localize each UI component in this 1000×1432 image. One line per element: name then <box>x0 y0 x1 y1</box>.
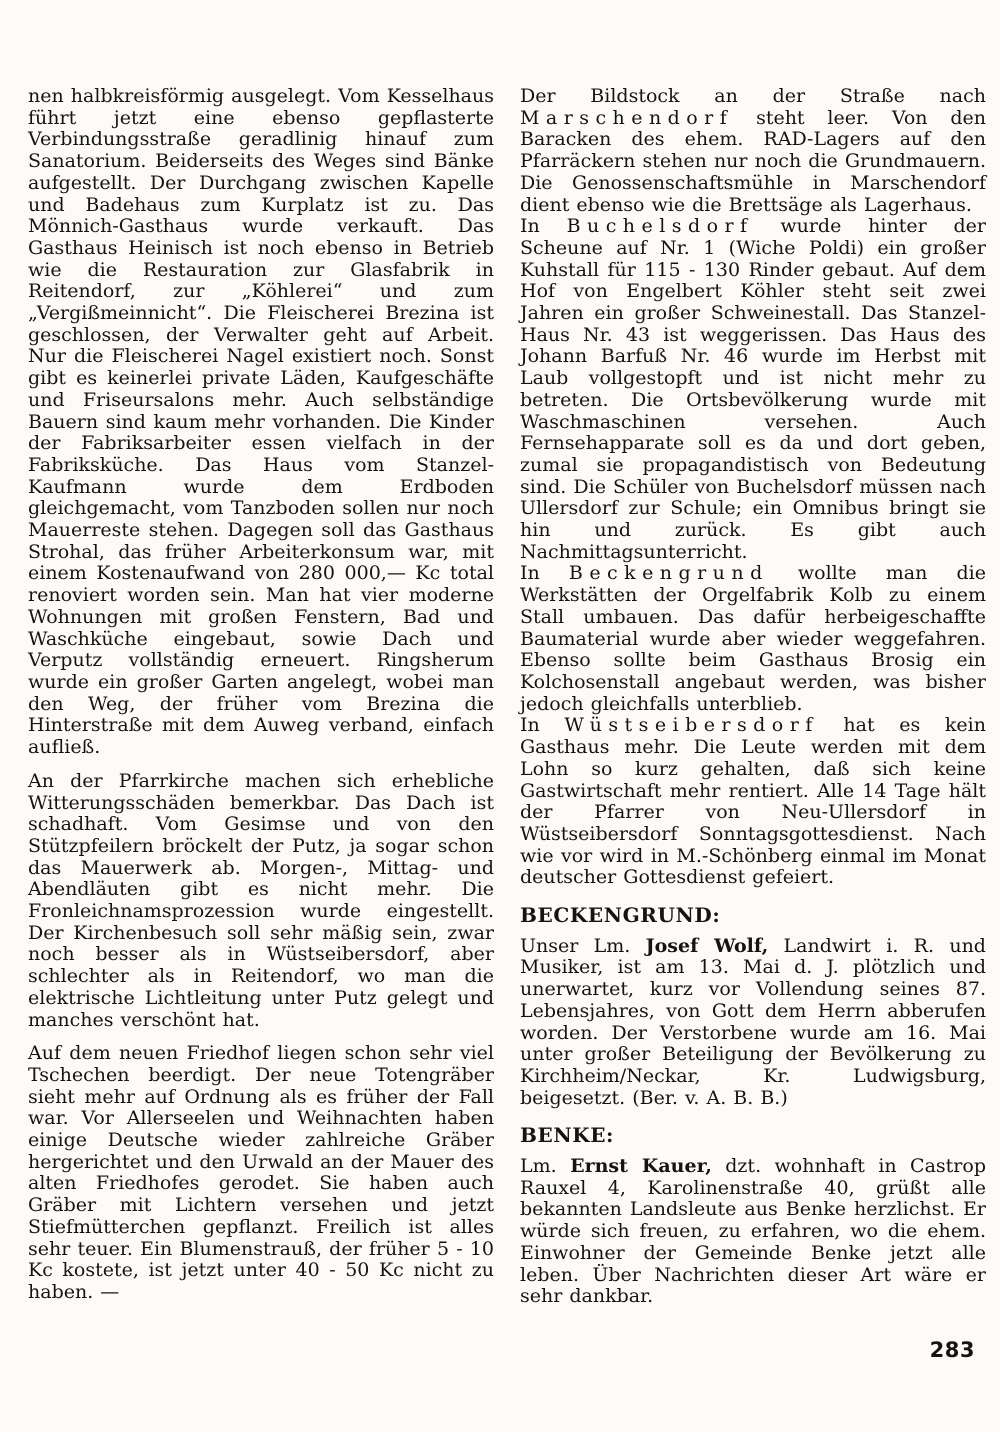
paragraph <box>28 1043 494 1303</box>
place-name-spaced: Buchelsdorf <box>566 215 754 238</box>
text-run: Auf dem neuen Friedhof liegen schon sehr viel Tschechen beerdigt. Der neue Totengräber sieht mehr auf Ordnung als es früher der Fall war. Vor Allerseelen und Weihnachten haben einige Deutsche wieder zahlreiche Gräber hergerichtet und den Urwald an der Mauer des alten Friedhofes gerodet. Sie haben auch Gräber mit Lichtern versehen und jetzt Stiefmütterchen gepflanzt. Freilich ist alles sehr teuer. Ein Blumenstrauß, der früher 5 - 10 Kc kostete, ist jetzt unter 40 - 50 Kc nicht zu haben. — <box>28 1042 494 1303</box>
text-run: dzt. wohnhaft in Castrop Rauxel 4, Karolinenstraße 40, grüßt alle bekannten Landsleute aus Benke herzlichst. Er würde sich freuen, zu erfahren, wo die ehem. Einwohner der Gemeinde Benke jetzt alle leben. Über Nachrichten dieser Art wäre er sehr dankbar. <box>520 1155 986 1308</box>
page-number: 283 <box>929 1338 975 1362</box>
text-run: An der Pfarrkirche machen sich erhebliche Witterungsschäden bemerkbar. Das Dach ist schadhaft. Vom Gesimse und von den Stützpfeilern bröckelt der Putz, ja sogar schon das Mauerwerk ab. Morgen-, Mittag- und Abendläuten gibt es nicht mehr. Die Fronleichnamsprozession wurde eingestellt. Der Kirchenbesuch soll sehr mäßig sein, zwar noch besser als in Wüstseibersdorf, aber schlechter als in Reitendorf, wo man die elektrische Lichtleitung unter Putz gelegt und manches verschönt hat. <box>28 769 494 1031</box>
text-run: In <box>520 562 569 585</box>
text-run: wurde hinter der Scheune auf Nr. 1 (Wiche Poldi) ein großer Kuhstall für 115 - 130 Rinder gebaut. Auf dem Hof von Engelbert Köhler steht seit zwei Jahren ein großer Schweinestall. Das Stanzel-Haus Nr. 43 ist weggerissen. Das Haus des Johann Barfuß Nr. 46 wurde im Herbst mit Laub vollgestopft und ist nicht mehr zu betreten. Die Ortsbevölkerung wurde mit Waschmaschinen versehen. Auch Fernsehapparate soll es da und dort geben, zumal sie propagandistisch von Bedeutung sind. Die Schüler von Buchelsdorf müssen nach Ullersdorf zur Schule; ein Omnibus bringt sie hin und zurück. Es gibt auch Nachmittagsunterricht. <box>520 215 986 563</box>
paragraph <box>520 563 986 715</box>
text-run: wollte man die Werkstätten der Orgelfabrik Kolb zu einem Stall umbauen. Das dafür herbeigeschaffte Baumaterial wurde aber wieder weggefahren. Ebenso sollte beim Gasthaus Brosig ein Kolchosenstall angebaut werden, was bisher jedoch gleichfalls unterblieb. <box>520 562 986 715</box>
paragraph <box>520 936 986 1110</box>
text-run: In <box>520 714 565 737</box>
paragraph <box>28 86 494 759</box>
place-name-spaced: Marschendorf <box>520 106 734 129</box>
paragraph <box>520 1156 986 1308</box>
person-name-bold: Ernst Kauer, <box>570 1155 712 1178</box>
text-run: Der Bildstock an der Straße nach <box>520 85 986 107</box>
text-run: steht leer. Von den Baracken des ehem. RAD-Lagers auf den Pfarräckern stehen nur noch die Grundmauern. Die Genossenschaftsmühle in Marschendorf dient ebenso wie die Brettsäge als Lagerhaus. <box>520 106 986 216</box>
text-run: Lm. <box>520 1155 571 1178</box>
right-column <box>520 86 986 1308</box>
section-heading: BENKE: <box>520 1123 615 1148</box>
text-run: Landwirt i. R. und Musiker, ist am 13. Mai d. J. plötzlich und unerwartet, kurz vor Vollendung seines 87. Lebensjahres, von Gott dem Herrn abberufen worden. Der Verstorbene wurde am 16. Mai unter großer Beteiligung der Bevölkerung zu Kirchheim/Neckar, Kr. Ludwigsburg, beigesetzt. (Ber. v. A. B. B.) <box>520 934 986 1109</box>
paragraph <box>28 771 494 1031</box>
paragraph <box>520 216 986 563</box>
paragraph <box>520 715 986 889</box>
text-run: hat es kein Gasthaus mehr. Die Leute werden mit dem Lohn so kurz gehalten, daß sich keine Gastwirtschaft mehr rentiert. Alle 14 Tage hält der Pfarrer von Neu-Ullersdorf in Wüstseibersdorf Sonntagsgottesdienst. Nach wie vor wird in M.-Schönberg einmal im Monat deutscher Gottesdienst gefeiert. <box>520 714 986 889</box>
person-name-bold: Josef Wolf, <box>645 934 769 957</box>
text-columns <box>28 86 986 1308</box>
text-run: In <box>520 215 567 238</box>
text-run: Unser Lm. <box>520 934 646 957</box>
place-name-spaced: Beckengrund <box>568 562 769 585</box>
text-run: nen halbkreisförmig ausgelegt. Vom Kesselhaus führt jetzt eine ebenso gepflasterte Verbindungsstraße geradlinig hinauf zum Sanatorium. Beiderseits des Weges sind Bänke aufgestellt. Der Durchgang zwischen Kapelle und Badehaus zum Kurplatz ist zu. Das Mönnich-Gasthaus wurde verkauft. Das Gasthaus Heinisch ist noch ebenso in Betrieb wie die Restauration zur Glasfabrik in Reitendorf, zur „Köhlerei“ und zum „Vergißmeinnicht“. Die Fleischerei Brezina ist geschlossen, der Verwalter geht auf Arbeit. Nur die Fleischerei Nagel existiert noch. Sonst gibt es keinerlei private Läden, Kaufgeschäfte und Friseursalons mehr. Auch selbständige Bauern sind kaum mehr vorhanden. Die Kinder der Fabriksarbeiter essen vielfach in der Fabriksküche. Das Haus vom Stanzel-Kaufmann wurde dem Erdboden gleichgemacht, vom Tanzboden sollen nur noch Mauerreste stehen. Dagegen soll das Gasthaus Strohal, das früher Arbeiterkonsum war, mit einem Kostenaufwand von 280 000,— Kc total renoviert worden sein. Man hat vier moderne Wohnungen mit großen Fenstern, Bad und Waschküche eingebaut, sowie Dach und Verputz vollständig erneuert. Ringsherum wurde ein großer Garten angelegt, wobei man den Weg, der früher vom Brezina die Hinterstraße mit dem Auweg verband, einfach aufließ. <box>28 85 494 759</box>
left-column <box>28 86 494 1308</box>
place-name-spaced: Wüstseibersdorf <box>564 714 819 737</box>
paragraph <box>520 86 986 216</box>
section-heading: BECKENGRUND: <box>520 903 721 928</box>
